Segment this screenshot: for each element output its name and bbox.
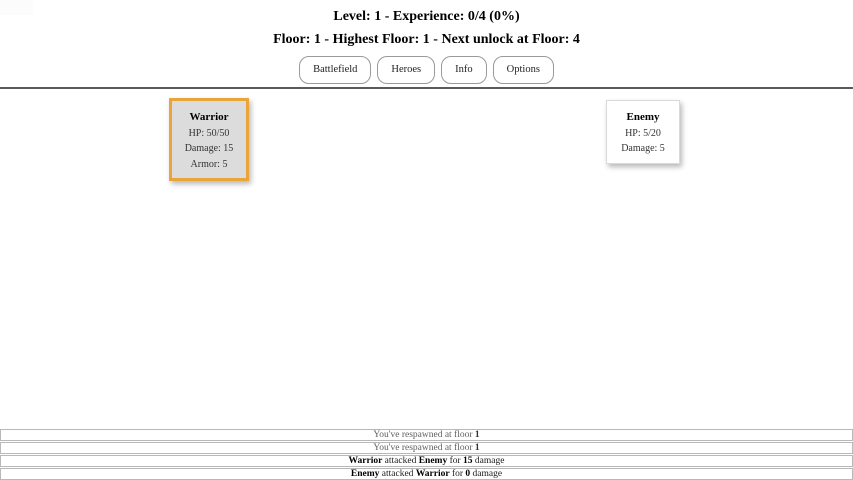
- tab-info[interactable]: Info: [441, 56, 487, 84]
- log-text: attacked: [379, 469, 416, 479]
- battle-log: [0, 429, 853, 480]
- log-damage-value: 0: [465, 469, 471, 479]
- log-row: [0, 442, 853, 454]
- log-attacker: Warrior: [348, 456, 383, 466]
- enemy-name: Enemy: [626, 111, 660, 123]
- log-text: for: [447, 456, 464, 466]
- tab-battlefield[interactable]: Battlefield: [299, 56, 371, 84]
- log-text: attacked: [382, 456, 419, 466]
- log-floor-number: 1: [474, 443, 480, 453]
- enemy-damage: Damage: 5: [621, 143, 665, 154]
- log-text: for: [449, 469, 466, 479]
- log-row: [0, 429, 853, 441]
- tab-heroes[interactable]: Heroes: [377, 56, 435, 84]
- log-target: Warrior: [415, 469, 450, 479]
- header: [0, 0, 853, 84]
- hero-card-warrior[interactable]: [169, 98, 249, 181]
- log-text: damage: [470, 469, 503, 479]
- enemy-card: [606, 100, 680, 164]
- log-text: You've respawned at floor: [373, 430, 475, 440]
- enemy-hp: HP: 5/20: [625, 127, 661, 139]
- level-experience-line: Level: 1 - Experience: 0/4 (0%): [333, 9, 520, 24]
- log-damage-value: 15: [463, 456, 473, 466]
- floor-status-line: Floor: 1 - Highest Floor: 1 - Next unlock at Floor: 4: [273, 32, 580, 47]
- log-row: [0, 455, 853, 467]
- log-floor-number: 1: [474, 430, 480, 440]
- tab-options[interactable]: Options: [493, 56, 554, 84]
- log-target: Enemy: [418, 456, 448, 466]
- hero-damage: Damage: 15: [184, 143, 234, 154]
- hero-hp: HP: 50/50: [188, 127, 230, 139]
- battlefield-area: [0, 89, 853, 429]
- log-row: [0, 468, 853, 480]
- tab-bar: [0, 56, 853, 84]
- hero-armor: Armor: 5: [190, 158, 228, 170]
- hero-name: Warrior: [189, 111, 229, 123]
- log-text: You've respawned at floor: [373, 443, 475, 453]
- corner-artifact: [0, 0, 33, 15]
- log-text: damage: [472, 456, 505, 466]
- log-attacker: Enemy: [350, 469, 380, 479]
